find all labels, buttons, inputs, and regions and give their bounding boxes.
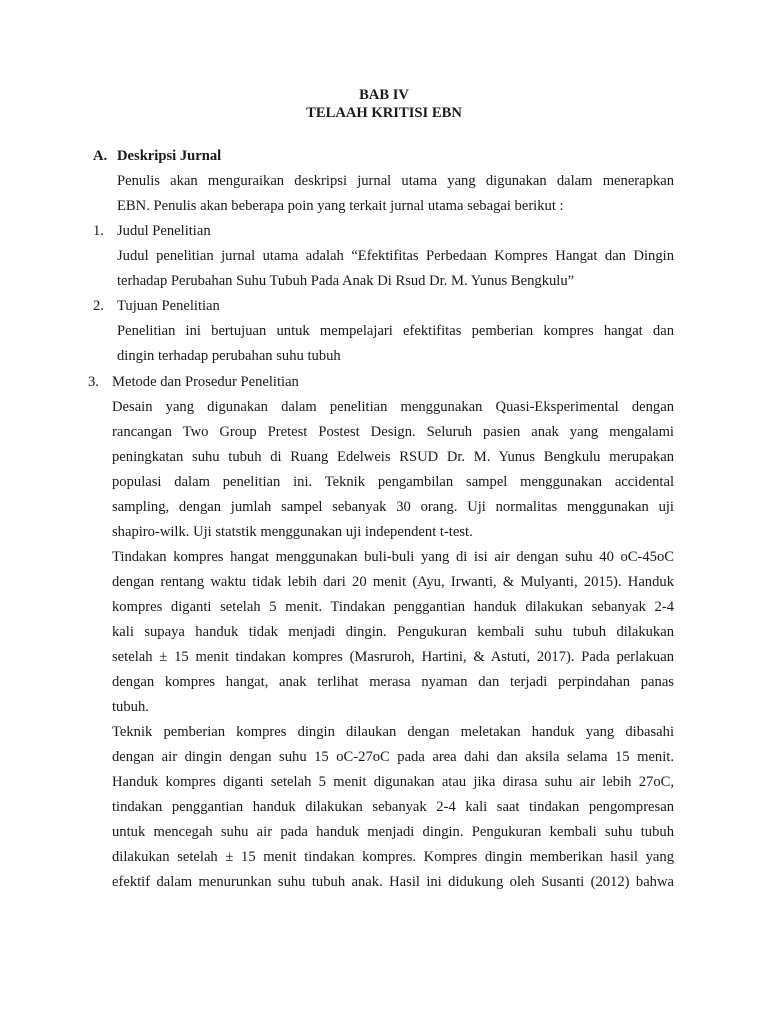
item-title: Tujuan Penelitian (117, 298, 220, 314)
paragraph-line: peningkatan suhu tubuh di Ruang Edelweis RSUD Dr. M. Yunus Bengkulu merupakan (112, 449, 674, 465)
paragraph-line: efektif dalam menurunkan suhu tubuh anak. Hasil ini didukung oleh Susanti (2012) bahwa (112, 874, 674, 890)
item-text-line: dingin terhadap perubahan suhu tubuh (117, 348, 341, 364)
item-text-line: terhadap Perubahan Suhu Tubuh Pada Anak Di Rsud Dr. M. Yunus Bengkulu” (117, 273, 575, 289)
item-number: 1. (93, 223, 104, 239)
item-number: 3. (88, 374, 99, 390)
chapter-heading: BAB IV (359, 87, 409, 103)
item-number: 2. (93, 298, 104, 314)
paragraph-line: untuk mencegah suhu air pada handuk menjadi dingin. Pengukuran kembali suhu tubuh (112, 824, 674, 840)
paragraph-line: populasi dalam penelitian ini. Teknik pengambilan sampel menggunakan accidental (112, 474, 674, 490)
paragraph-line: dengan air dingin dengan suhu 15 oC-27oC pada area dahi dan aksila selama 15 menit. (112, 749, 674, 765)
item-text-line: Penelitian ini bertujuan untuk mempelajari efektifitas pemberian kompres hangat dan (117, 323, 674, 339)
paragraph-line: setelah ± 15 menit tindakan kompres (Masruroh, Hartini, & Astuti, 2017). Pada perlakuan (112, 649, 674, 665)
paragraph-line: kali supaya handuk tidak menjadi dingin. Pengukuran kembali suhu tubuh dilakukan (112, 624, 674, 640)
item-text-line: Judul penelitian jurnal utama adalah “Efektifitas Perbedaan Kompres Hangat dan Dingin (117, 248, 674, 264)
paragraph-line: tindakan penggantian handuk dilakukan sebanyak 2-4 kali saat tindakan pengompresan (112, 799, 674, 815)
section-marker: A. (93, 148, 108, 164)
paragraph-line: sampling, dengan jumlah sampel sebanyak 30 orang. Uji normalitas menggunakan uji (112, 499, 674, 515)
intro-line: Penulis akan menguraikan deskripsi jurnal utama yang digunakan dalam menerapkan (117, 173, 674, 189)
paragraph-line: shapiro-wilk. Uji statstik menggunakan uji independent t-test. (112, 524, 473, 540)
paragraph-line: Desain yang digunakan dalam penelitian menggunakan Quasi-Eksperimental dengan (112, 399, 674, 415)
paragraph-line: Tindakan kompres hangat menggunakan buli-buli yang di isi air dengan suhu 40 oC-45oC (112, 549, 674, 565)
paragraph-line: dengan rentang waktu tidak lebih dari 20 menit (Ayu, Irwanti, & Mulyanti, 2015). Handuk (112, 574, 674, 590)
paragraph-line: dengan kompres hangat, anak terlihat merasa nyaman dan terjadi perpindahan panas (112, 674, 674, 690)
chapter-title: TELAAH KRITISI EBN (306, 105, 462, 121)
intro-line: EBN. Penulis akan beberapa poin yang terkait jurnal utama sebagai berikut : (117, 198, 564, 214)
paragraph-line: dilakukan setelah ± 15 menit tindakan kompres. Kompres dingin memberikan hasil yang (112, 849, 674, 865)
item-title: Judul Penelitian (117, 223, 211, 239)
paragraph-line: Handuk kompres diganti setelah 5 menit digunakan atau jika dirasa suhu air lebih 27oC, (112, 774, 674, 790)
item-title: Metode dan Prosedur Penelitian (112, 374, 299, 390)
section-title: Deskripsi Jurnal (117, 148, 222, 164)
paragraph-line: rancangan Two Group Pretest Postest Design. Seluruh pasien anak yang mengalami (112, 424, 674, 440)
paragraph-line: tubuh. (112, 699, 149, 715)
paragraph-line: kompres diganti setelah 5 menit. Tindakan penggantian handuk dilakukan sebanyak 2-4 (112, 599, 674, 615)
paragraph-line: Teknik pemberian kompres dingin dilaukan dengan meletakan handuk yang dibasahi (112, 724, 674, 740)
